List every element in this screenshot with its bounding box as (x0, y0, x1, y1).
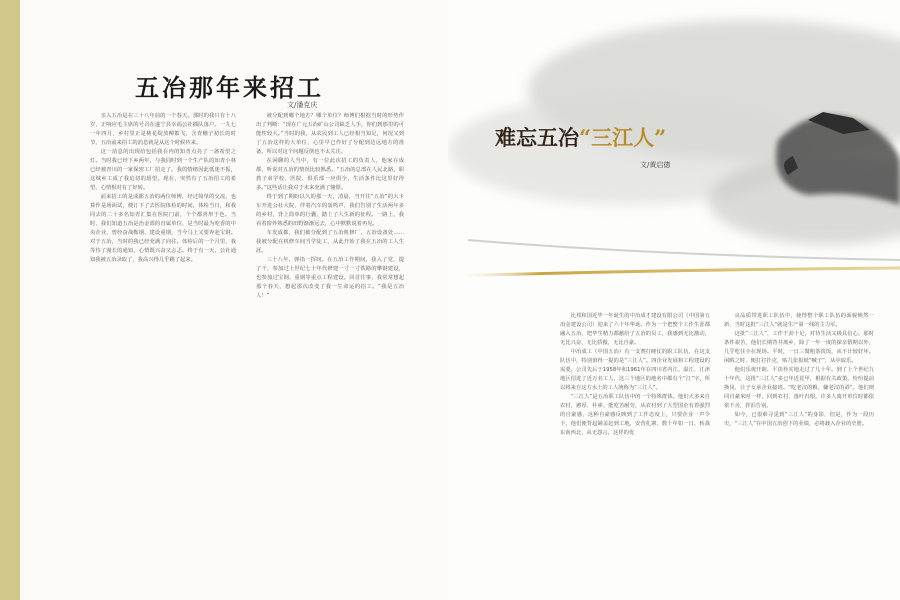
body-paragraph: 终于到了期盼以久的那一天，清晨，当开往“五冶”的大卡车开进公社大院，伴着汽车的轰鸣声，我们告别了生活两年多的乡村，背上简单的行囊，踏上了人生新的征程。一路上，我看着窗外熟悉的田野渐渐远去，心中默默说着再见。 (256, 194, 404, 227)
body-paragraph: 亲入五冶是在三十八年前的一个春天。那时的我只有十八岁，正响应毛主席的号召在遂宁县幸福公社插队落户。一九七一年四月，乡村里正是桃花绽放柳絮飞，含青穗子初长的时节，五冶前来招工的消息就是从这个时候传来。 (90, 113, 236, 146)
body-paragraph: 如今，已很难寻觅到“三江人”的身影，但是，作为一段历史，“三江人”在中国五冶创下的业绩，必将载入企业的史册。 (724, 412, 874, 427)
body-paragraph: 这一消息的出现给包括我在内的知青点亮了一盏希望之灯。当时我已经下乡两年，与我同时到一个生产队的知青小林已经被青川的一家保密工厂招走了。我的情绪因此低迷不振，这城乡工成了我迫切的愿望。现在，突然有了五冶招工的希望，心情相对有了好转。 (90, 149, 236, 191)
body-paragraph: 比邦和国近毕一年诞生的中冶成才建设有限公司（中国第五冶金建设公司）迎来了六十年华诞。作为一个把整个工作生涯都融入五冶，把毕生精力都献给了五冶的员工，我感到无比激动，无比兴奋，无比骄傲，无比自豪。 (560, 313, 710, 346)
body-paragraph: 中冶成工（中国五冶）有一支赛打硬仗的职工队伍，在这支队伍中，特别值得一提的是“三江人”。四企业发展和工程建设的需要，公司先后于1958年和1961年在四川省内江、温江、江津地区招进了近万名工人，这三个地区的地名中都有个“江”字，所以将来自这方水土的工人统称为“三江人”。 (560, 349, 710, 391)
page-spine-band (0, 0, 20, 600)
body-paragraph: 三十八年，弹指一挥间。在五冶工作期间，我入了党，提了干，参加过上世纪七十年代修建一寸一寸铁路的攀钢建设，也参加过宝钢、重钢等重点工程建设。回首往事，我常常想起那个春天，想起那次改变了我一生命运的招工。“我是五冶人！” (256, 257, 404, 299)
body-paragraph: 他们乐观开朗、平淡朴实地走过了几十年。到了上个世纪九十年代，这批“三江人”多已年近花甲，根据有关政策，纷纷提前换岗，让子女承企业接班。“吃老汉的粮，嫌老汉的孬”。他们则同自豪米时一样，回到农村，落叶归根。许多人离开单位时都依依不舍，挥泪告别。 (724, 367, 874, 409)
left-article-column-2 (256, 112, 404, 590)
body-paragraph: 良品质带进职工队伍中，使得整个职工队伍的面貌焕然一新，当时这批“三江人”就是生产第一线的主力军。 (724, 313, 874, 328)
title-prefix: 难忘五冶 (495, 125, 579, 150)
left-article-title: 五冶那年来招工 (135, 73, 324, 102)
right-article-column-2 (724, 312, 874, 582)
left-article-author: 文/潘克庆 (287, 101, 318, 109)
left-article-column-1 (90, 112, 236, 590)
right-article-author: 文/黄启德 (640, 161, 671, 169)
body-paragraph: 在闲聊的人当中，有一位此次招工的负责人，他家在成都，听说对五冶的情况比较熟悉。“五冶的总部在人民北路，职教子弟学校、医院、俱乐部一应俱全，生活条件比这里好得多。”这些话让我对于未来充满了憧憬。 (256, 158, 404, 191)
right-article-column-1 (560, 312, 710, 582)
body-paragraph: 这批“三江人”，工作干劲十足，对待生活又极具信心。那时条件艰苦，他们长期背井离乡，除了一年一度的探亲假期以外，几乎吃住全在现场。平时，一日三餐粗茶淡饭，从不计较好坏。闲暇之时，便打打扑克，贴几张报纸“喊子”，从中取乐。 (724, 331, 874, 364)
body-paragraph: 车发成都，我们被分配到了五冶机修厂，五冶设备处……我被分配在机修车间当学徒工，从此开始了我在五冶的工人生涯。 (256, 230, 404, 254)
title-quote: “三江人” (579, 125, 667, 150)
body-paragraph: “三江人”是五冶职工队伍中的一个特殊群体。他们大多来自农村，憨厚、朴素、能吃苦耐劳，从农村到了大型国企有着强烈的自豪感，这种自豪感反映到了工作态度上，只要企业一声令下，他们便背起铺盖赶到工地，安营扎寨，数十年如一日，转战东南西北，从无怨言。这样的优 (560, 394, 710, 436)
body-paragraph: 前来招工的是成都五冶的两位师傅，经过简单的交流，也算作是场面试，便订下了去医院体检的时间，体检当日，和我同去的二十多名知青汇集在医院门前，个个都喜形于色。当时，我们知道五冶是治金部的直属单位，是当时最为吃香的中央企业，曾经奋战鞍钢、建设重钢，当今马上又要奔赴宝钢。对于五冶，当时的我已经充满了向往。体检后的一个月里，我等待了漫长的通知，心情既兴奋又忐忑。终于有一天，公社通知我被五冶录取了，我高兴得几乎跳了起来。 (90, 194, 236, 263)
body-paragraph: 被分配到哪个地方？哪个单位？师傅们根据当时的形势作出了判断：“现在广元五冶矿山公司缺乏人手，你们到那里的可能性较大。”当时的我，从农民到工人已经相当知足，何况又到了五冶这样的大单位，心里早已作好了分配到边远地方的准备。所以对这个问题反倒也不太关注。 (256, 113, 404, 155)
right-article-title (495, 122, 666, 152)
